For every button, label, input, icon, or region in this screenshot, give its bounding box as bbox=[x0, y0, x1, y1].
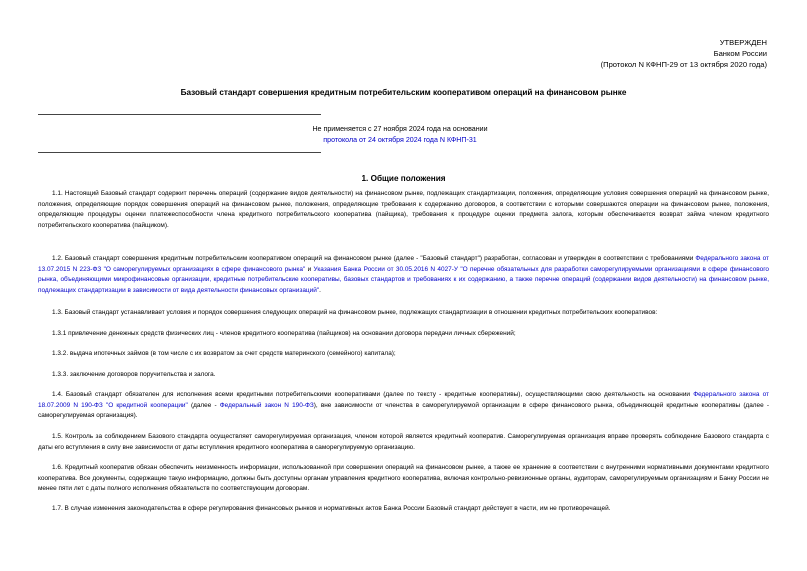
status-note bbox=[300, 124, 500, 146]
divider-bottom bbox=[38, 152, 321, 153]
status-note-link[interactable]: протокола от 24 октября 2024 года N КФНП-31 bbox=[323, 136, 477, 144]
paragraph-1-6: 1.6. Кредитный кооператив обязан обеспечить неизменность информации, использованной при совершении операций на финансовом рынке, а также ее хранение в соответствии с внутренними нормативными документами кредитного кооператива. Все документы, содержащие такую информацию, должны быть доступны органам управления кредитного кооператива, включая контрольно-ревизионные органы, аудиторам, саморегулируемым организациям и Банку России не менее пяти лет с даты полного исполнения обязательств по соответствующим договорам. bbox=[38, 464, 769, 492]
law-223-fz-link[interactable]: Федерального закона от 13.07.2015 N 223-ФЗ "О саморегулируемых организациях в сфере финансового рынка" bbox=[38, 255, 769, 273]
approval-status: УТВЕРЖДЕН bbox=[719, 38, 767, 47]
divider-top bbox=[38, 114, 321, 115]
paragraph-1-4-text-a: 1.4. Базовый стандарт обязателен для исполнения всеми кредитными потребительскими кооперативами (далее по тексту - кредитные кооперативы), осуществляющими свою деятельность на основании bbox=[52, 391, 694, 398]
paragraph-1-3-1: 1.3.1 привлечение денежных средств физических лиц - членов кредитного кооператива (пайщиков) на основании договора передачи личных сбережений; bbox=[52, 330, 516, 337]
paragraph-1-2-text-a: 1.2. Базовый стандарт совершения кредитным потребительским кооперативом операций на финансовом рынке (далее - "Базовый стандарт") разработан, согласован и утвержден в соответствии с требованиями bbox=[52, 255, 696, 262]
approval-authority: Банком России bbox=[713, 49, 767, 58]
approval-protocol: (Протокол N КФНП-29 от 13 октября 2020 года) bbox=[600, 60, 767, 69]
paragraph-1-3-3: 1.3.3. заключение договоров поручительства и залога. bbox=[52, 371, 216, 378]
paragraph-1-1: 1.1. Настоящий Базовый стандарт содержит перечень операций (содержание видов деятельности) на финансовом рынке, подлежащих стандартизации, положения, определяющие условия совершения операций на финансовом рынке, положения, определяющие порядок совершения операций на финансовом рынке, положения, определяющие требования к содержанию договоров, в соответствии с которыми совершаются операции на финансовом рынке, положения, определяющие процедуры оценки платежеспособности члена кредитного потребительского кооператива (пайщика), требования к процедуре оценки предмета залога, которым обеспечивается возврат займа членом кредитного потребительского кооператива (пайщиком). bbox=[38, 190, 769, 229]
paragraph-1-4-text-b: (далее - bbox=[187, 401, 220, 409]
document-title: Базовый стандарт совершения кредитным потребительским кооперативом операций на финансовом рынке bbox=[180, 88, 627, 97]
paragraph-1-2-text-b: и bbox=[305, 265, 314, 273]
approval-block bbox=[601, 37, 767, 70]
instruction-4027-u-link[interactable]: Указания Банка России от 30.05.2016 N 4027-У "О перечне обязательных для разработки саморегулируемыми организациями в сфере финансового рынка, объединяющими микрофинансовые организации, кредитные потребительские кооперативы, базовых стандартов и требованиях к их содержанию, а также перечне операций (содержании видов деятельности) на финансовом рынке, подлежащих стандартизации в зависимости от вида деятельности финансовых организаций" bbox=[38, 265, 769, 294]
paragraph-1-3: 1.3. Базовый стандарт устанавливает условия и порядок совершения следующих операций на финансовом рынке, подлежащих стандартизации в отношении кредитных потребительских кооперативов: bbox=[52, 309, 658, 316]
law-190-fz-short-link[interactable]: Федеральный закон N 190-ФЗ bbox=[219, 401, 314, 409]
paragraph-1-7: 1.7. В случае изменения законодательства в сфере регулирования финансовых рынков и нормативных актов Банка России Базовый стандарт действует в части, им не противоречащей. bbox=[52, 505, 611, 512]
paragraph-1-4 bbox=[38, 390, 769, 422]
section-title: 1. Общие положения bbox=[361, 174, 446, 183]
paragraph-1-2-text-c: . bbox=[319, 286, 321, 294]
paragraph-1-5: 1.5. Контроль за соблюдением Базового стандарта осуществляет саморегулируемая организация, членом которой является кредитный кооператив. Саморегулируемая организация вправе проверять соблюдение Базового стандарта с даты его вступления в силу вне зависимости от даты вступления кредитного кооператива в саморегулируемую организацию. bbox=[38, 433, 769, 451]
status-note-text: Не применяется с 27 ноября 2024 года на основании bbox=[312, 125, 488, 133]
paragraph-1-2 bbox=[38, 254, 769, 296]
law-190-fz-link[interactable]: Федерального закона от 18.07.2009 N 190-ФЗ "О кредитной кооперации" bbox=[38, 391, 769, 409]
paragraph-1-4-text-c: ), вне зависимости от членства в саморегулируемой организации в сфере финансового рынка, объединяющей кредитные кооперативы (далее - саморегулируемая организация). bbox=[38, 401, 769, 419]
paragraph-1-3-2: 1.3.2. выдача ипотечных займов (в том числе с их возвратом за счет средств материнского (семейного) капитала); bbox=[52, 350, 396, 357]
